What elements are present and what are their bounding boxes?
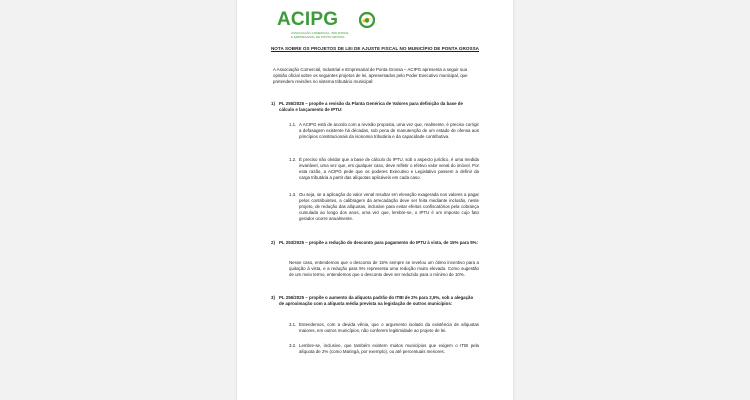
section-2-paragraph: Nesse caso, entendemos que o desconto de 15% sempre se revelou um ótimo incentivo para a quitação à vista, e a redução para 5% representa uma redução muito elevada. Como sugestão de um meio termo, entendemos que o desconto deve ser reduzido para o mínimo de 10%. (289, 260, 479, 277)
item-1-2 (289, 157, 479, 181)
item-text: Lembre-se, inclusive, que também existem muitos municípios que exigem o ITBI pela alíquota de 2% (como Maringá, por exemplo), ou até percentuais menores. (299, 343, 479, 354)
item-1-1 (289, 122, 479, 140)
logo-subtitle-line2: E EMPRESARIAL DE PONTA GROSSA (291, 34, 345, 39)
section-number: 1) (271, 101, 275, 106)
item-text: Ou seja, se a aplicação do valor venal resultar em elevação exagerada nos valores a pagar pelos contribuintes, a calibragem da arrecadação deve ser feita mediante inclusão, neste projeto, de redução das alíquotas, inclusive para evitar efeitos confiscatórios pela cobrança cumulada ao longo dos anos, uma vez que, lembre-se, o IPTU é um imposto cujo fato gerador ocorre anualmente. (299, 192, 479, 221)
document-title: NOTA SOBRE OS PROJETOS DE LEI DE AJUSTE FISCAL NO MUNICÍPIO DE PONTA GROSSA (270, 46, 480, 51)
section-1-heading (271, 101, 479, 113)
section-2-heading (271, 240, 479, 246)
section-number: 3) (271, 295, 275, 300)
logo-swirl-icon (359, 12, 375, 28)
logo-subtitle-line1: ASSOCIAÇÃO COMERCIAL, INDUSTRIAL (291, 31, 350, 35)
item-number: 1.2. (289, 157, 297, 162)
section-heading-text: PL 256/2025 – propõe o aumento da alíquota padrão do ITBI de 2% para 2,5%, sob a alegação de aproximação com a alíquota média prevista na legislação de outros municípios: (279, 295, 474, 306)
document-page (237, 0, 513, 400)
item-number: 1.1. (289, 122, 297, 127)
item-text: Entendemos, com a devida vênia, que o argumento isolado da existência de alíquotas maiores, em outros municípios, não conferem legitimidade ao projeto de lei. (299, 322, 479, 333)
intro-paragraph: A Associação Comercial, Industrial e Empresarial de Ponta Grossa – ACIPG apresenta a seguir sua opinião oficial sobre os seguintes projetos de lei, apresentados pelo Poder Executivo municipal, que pretendem revisões no sistema tributário municipal: (273, 67, 468, 84)
item-1-3 (289, 192, 479, 222)
item-text: A ACIPG está de acordo com a revisão proposta, uma vez que, realmente, é preciso corrigir a defasagem existente há décadas, sob pena de manutenção de um estado de ofensa aos princípios constitucionais da isonomia tributária e da capacidade contributiva. (299, 122, 479, 139)
section-number: 2) (271, 240, 275, 245)
acipg-logo (277, 10, 377, 40)
item-3-1 (289, 322, 479, 334)
item-3-2 (289, 343, 479, 355)
item-number: 3.2. (289, 343, 297, 348)
section-heading-text: PL 255/2025 – propõe a revisão da Planta Genérica de Valores para definição da base de cálculo e lançamento de IPTU: (279, 101, 463, 112)
section-3-heading (271, 295, 479, 307)
item-text: É preciso não olvidar que a base de cálculo do IPTU, sob o aspecto jurídico, é uma medida invariável, uma vez que, em qualquer caso, deve refletir o efetivo valor venal do imóvel. Por esta razão, a ACIPG pede que os poderes Executivo e Legislativo passem a definir da carga tributária a partir das alíquotas aplicáveis em cada caso. (299, 157, 479, 180)
section-heading-text: PL 253/2025 – propõe a redução do desconto para pagamento do IPTU à vista, de 15% para 5%: (279, 240, 479, 245)
logo-wordmark: ACIPG (277, 9, 339, 30)
item-number: 1.3. (289, 192, 297, 197)
item-number: 3.1. (289, 322, 297, 327)
